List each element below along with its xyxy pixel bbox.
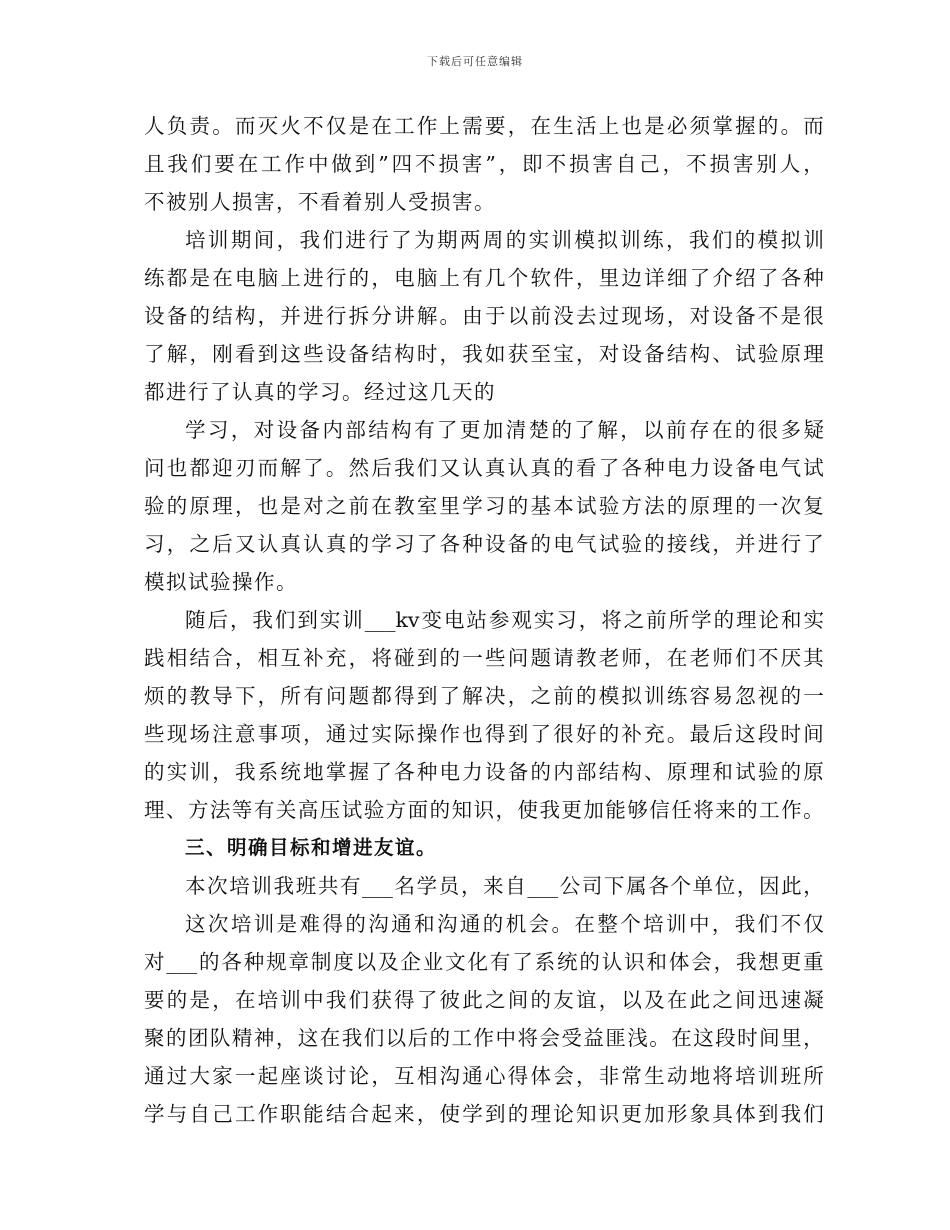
paragraph-line: 人 负 责 。 而 灭 火 不 仅 是 在 工 作 上 需 要 ， 在 生 活 上 也 是 必 须 掌 握 的 。 而 (144, 114, 824, 138)
paragraph-line: 的 实 训 ， 我 系 统 地 掌 握 了 各 种 电 力 设 备 的 内 部 结 构 、 原 理 和 试 验 的 原 (144, 760, 824, 784)
page-header: 下载后可任意编辑 (427, 55, 523, 68)
paragraph-line: 烦 的 教 导 下 ， 所 有 问 题 都 得 到 了 解 决 ， 之 前 的 模 拟 训 练 容 易 忽 视 的 一 (144, 684, 824, 708)
paragraph-line: 理 、 方 法 等 有 关 高 压 试 验 方 面 的 知 识 ， 使 我 更 加 能 够 信 任 将 来 的 工 作 。 (144, 798, 824, 822)
paragraph-line: 要 的 是 ， 在 培 训 中 我 们 获 得 了 彼 此 之 间 的 友 谊 ， 以 及 在 此 之 间 迅 速 凝 (144, 988, 824, 1012)
paragraph-line: 验 的 原 理 ， 也 是 对 之 前 在 教 室 里 学 习 的 基 本 试 验 方 法 的 原 理 的 一 次 复 (144, 494, 824, 518)
paragraph-line: 了 解 ， 刚 看 到 这 些 设 备 结 构 时 ， 我 如 获 至 宝 ， 对 设 备 结 构 、 试 验 原 理 (144, 342, 824, 366)
paragraph-line: 培 训 期 间 ， 我 们 进 行 了 为 期 两 周 的 实 训 模 拟 训 练 ， 我 们 的 模 拟 训 (185, 228, 824, 252)
section-heading: 三、明确目标和增进友谊。 (185, 836, 438, 859)
document-body (144, 107, 824, 1133)
paragraph-line: 学 与 自 己 工 作 职 能 结 合 起 来 ， 使 学 到 的 理 论 知 识 更 加 形 象 具 体 到 我 们 (144, 1102, 824, 1126)
paragraph-line: 通 过 大 家 一 起 座 谈 讨 论 ， 互 相 沟 通 心 得 体 会 ， 非 常 生 动 地 将 培 训 班 所 (144, 1064, 824, 1088)
paragraph-line: 习 ， 之 后 又 认 真 认 真 的 学 习 了 各 种 设 备 的 电 气 试 验 的 接 线 ， 并 进 行 了 (144, 532, 824, 556)
paragraph-line: 练 都 是 在 电 脑 上 进 行 的 ， 电 脑 上 有 几 个 软 件 ， 里 边 详 细 了 介 绍 了 各 种 (144, 266, 824, 290)
paragraph-line: 这 次 培 训 是 难 得 的 沟 通 和 沟 通 的 机 会 。 在 整 个 培 训 中 ， 我 们 不 仅 (185, 912, 824, 936)
paragraph-line: 聚 的 团 队 精 神 ， 这 在 我 们 以 后 的 工 作 中 将 会 受 益 匪 浅 。 在 这 段 时 间 里 ， (144, 1026, 824, 1050)
paragraph-line: 学 习 ， 对 设 备 内 部 结 构 有 了 更 加 清 楚 的 了 解 ， 以 前 存 在 的 很 多 疑 (185, 418, 824, 442)
paragraph-line: 设 备 的 结 构 ， 并 进 行 拆 分 讲 解 。 由 于 以 前 没 去 过 现 场 ， 对 设 备 不 是 很 (144, 304, 824, 328)
paragraph-line: 不被别人损害，不看着别人受损害。 (144, 190, 496, 214)
paragraph-line: 都进行了认真的学习。经过这几天的 (144, 380, 496, 404)
paragraph-line: 践 相 结 合 ， 相 互 补 充 ， 将 碰 到 的 一 些 问 题 请 教 老 师 ， 在 老 师 们 不 厌 其 (144, 646, 824, 670)
paragraph-line: 随 后 ， 我 们 到 实 训 ___kv 变 电 站 参 观 实 习 ， 将 之 前 所 学 的 理 论 和 实 (185, 608, 824, 632)
paragraph-line: 对 ___ 的 各 种 规 章 制 度 以 及 企 业 文 化 有 了 系 统 的 认 识 和 体 会 ， 我 想 更 重 (144, 950, 824, 974)
paragraph-line: 本 次 培 训 我 班 共 有 ___ 名 学 员 ， 来 自 ___ 公 司 下 属 各 个 单 位 ， 因 此 ， (185, 874, 824, 898)
paragraph-line: 且 我 们 要 在 工 作 中 做 到 ” 四 不 损 害 ” ， 即 不 损 害 自 己 ， 不 损 害 别 人 ， (144, 152, 824, 176)
paragraph-line: 些 现 场 注 意 事 项 ， 通 过 实 际 操 作 也 得 到 了 很 好 的 补 充 。 最 后 这 段 时 间 (144, 722, 824, 746)
paragraph-line: 模拟试验操作。 (144, 570, 298, 594)
paragraph-line: 问 也 都 迎 刃 而 解 了 。 然 后 我 们 又 认 真 认 真 的 看 了 各 种 电 力 设 备 电 气 试 (144, 456, 824, 480)
